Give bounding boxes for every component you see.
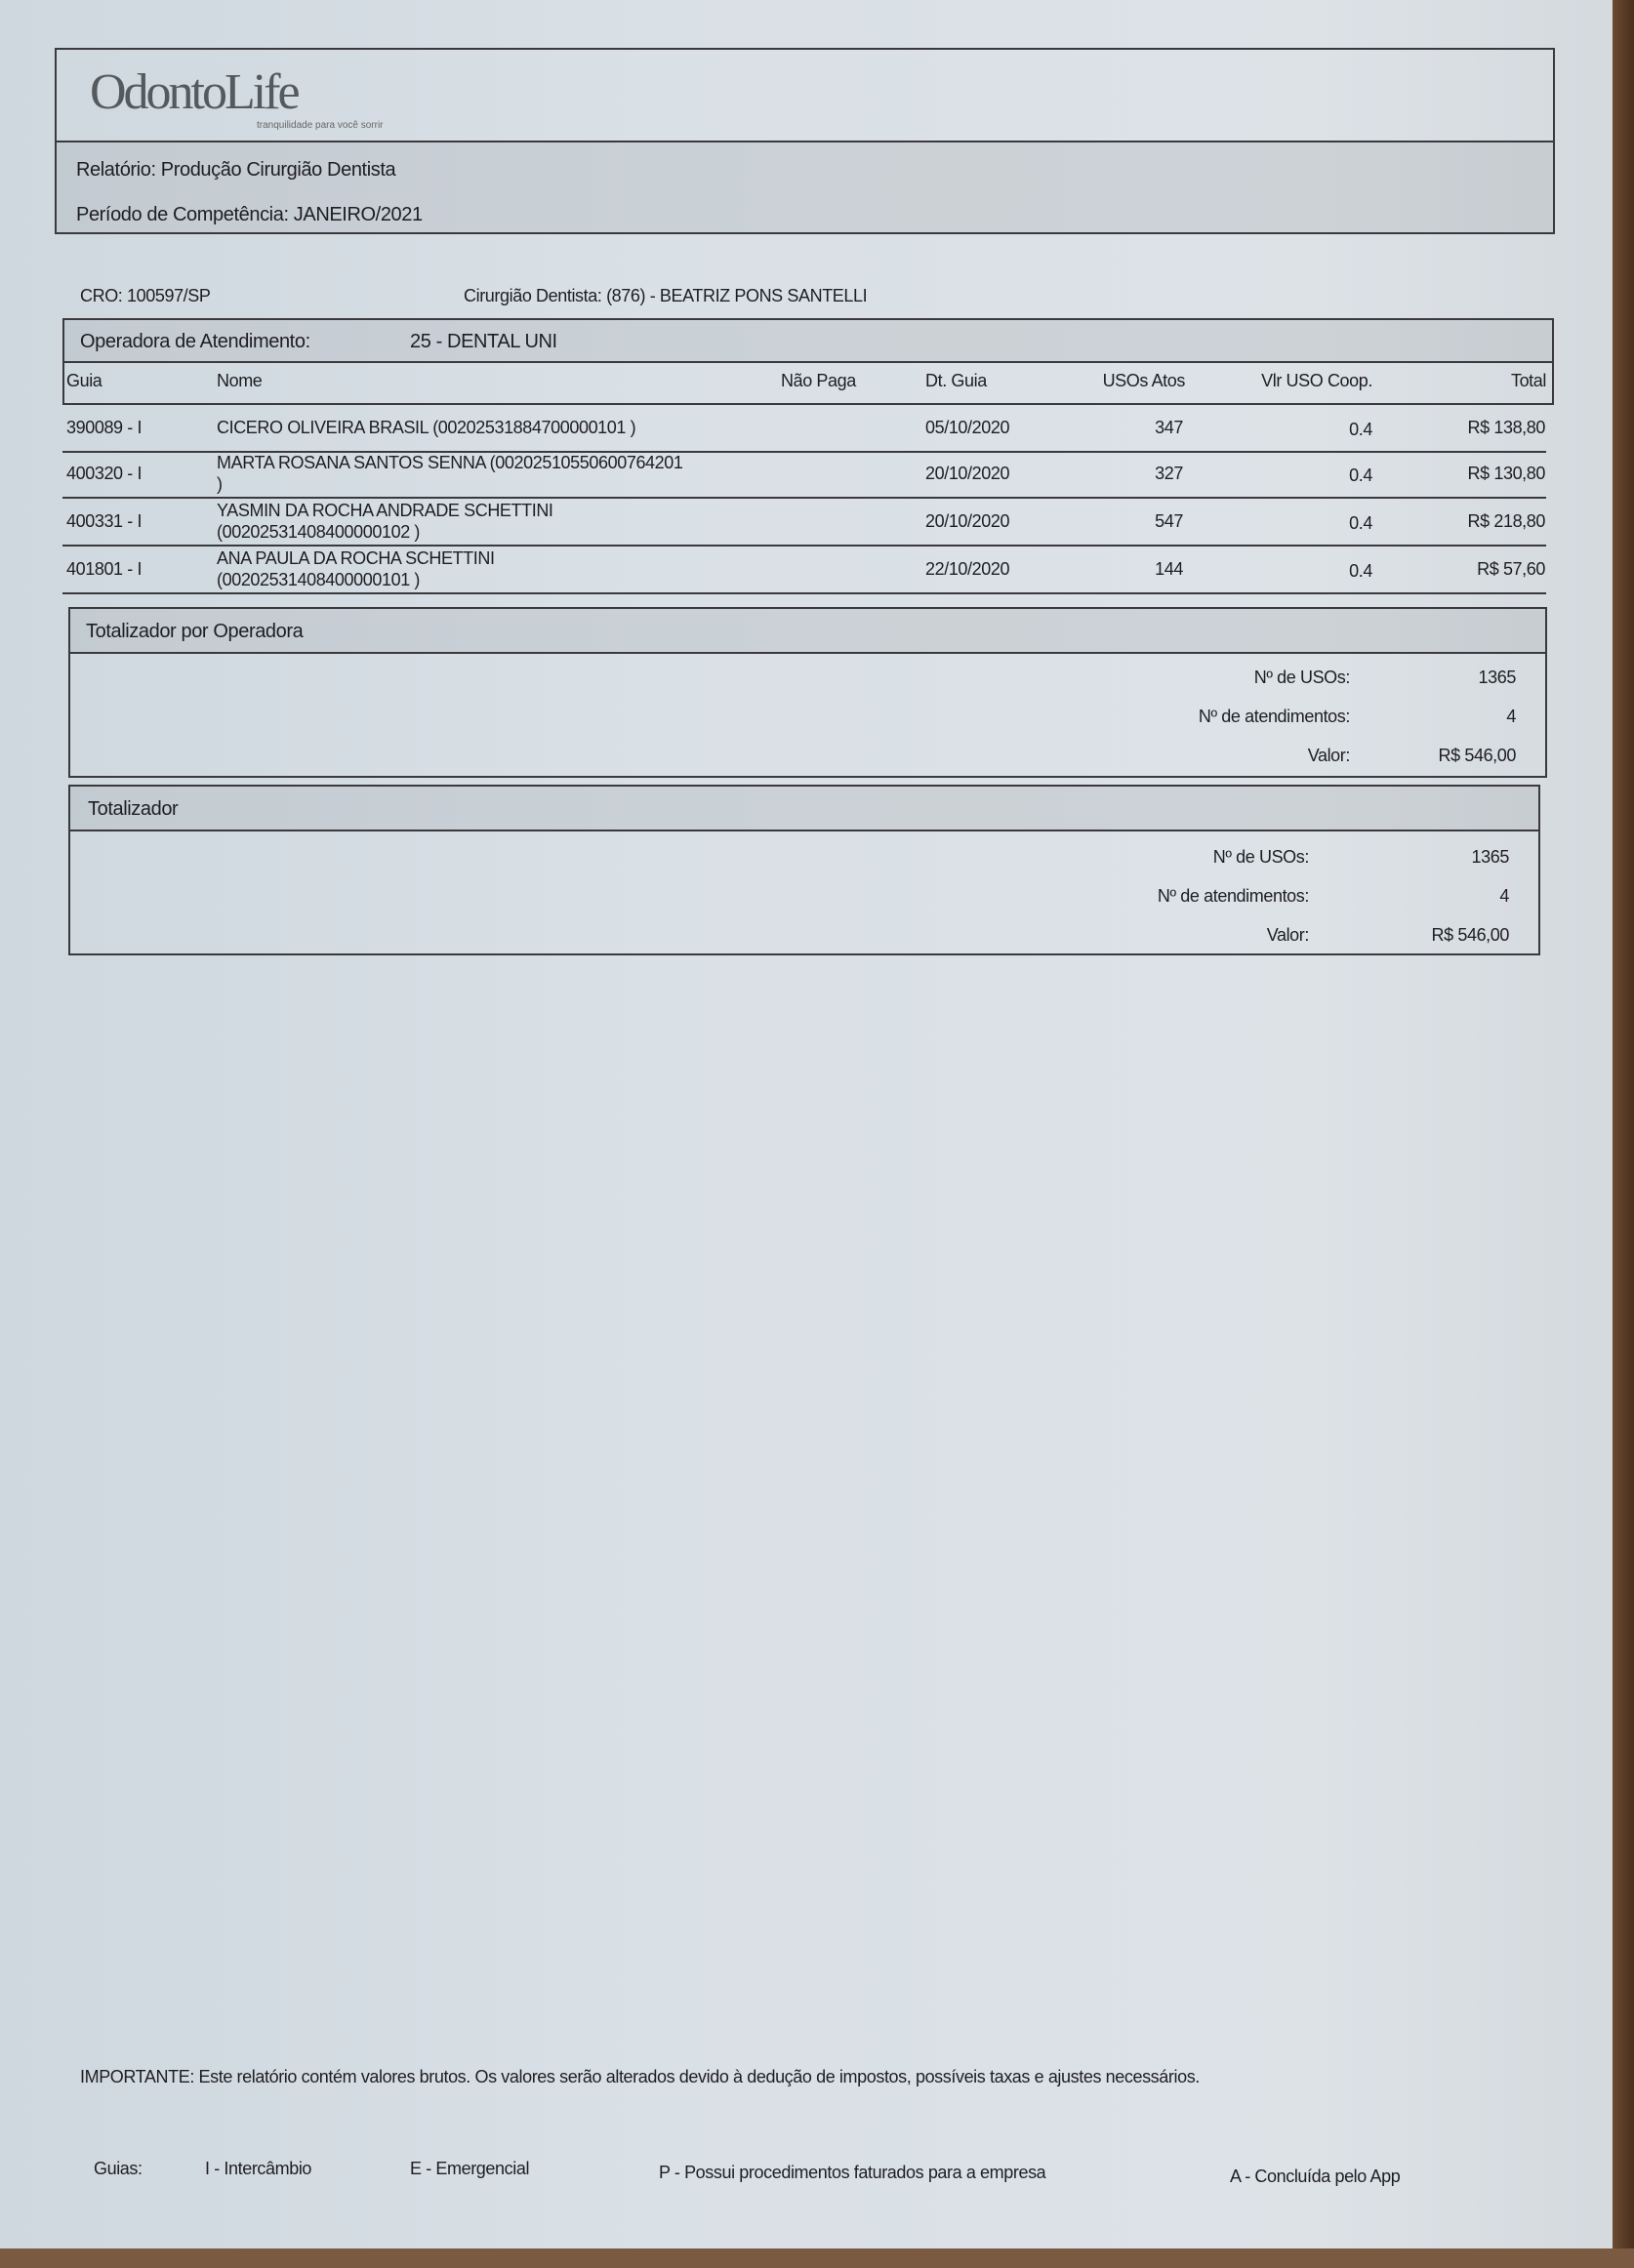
column-header: Guia — [66, 371, 102, 390]
cell-vlr: 0.4 — [1349, 419, 1372, 439]
cell-usos: 547 — [1155, 510, 1183, 531]
report-header — [55, 48, 1555, 234]
totalizador-operadora — [68, 607, 1547, 778]
totalizador-operadora-title: Totalizador por Operadora — [86, 621, 304, 642]
cell-total: R$ 130,80 — [1467, 463, 1545, 483]
atendimentos-label: Nº de atendimentos: — [1157, 886, 1309, 906]
atendimentos-label: Nº de atendimentos: — [1198, 707, 1350, 726]
desk-edge — [1613, 0, 1634, 2268]
cell-dt: 05/10/2020 — [925, 417, 1010, 437]
cell-nome1: MARTA ROSANA SANTOS SENNA (00202510550600764201 — [217, 453, 683, 472]
valor-label: Valor: — [1307, 746, 1350, 765]
cell-vlr: 0.4 — [1349, 465, 1372, 485]
column-header: Não Paga — [781, 371, 856, 390]
cell-nome2: ) — [217, 474, 223, 494]
column-header: Vlr USO Coop. — [1261, 371, 1372, 390]
totalizador-title: Totalizador — [88, 798, 179, 820]
dentist-label: Cirurgião Dentista: — [464, 286, 602, 305]
row-divider — [62, 592, 1546, 594]
cell-nome2: (00202531408400000101 ) — [217, 570, 421, 589]
cell-vlr: 0.4 — [1349, 512, 1372, 533]
cro-label: CRO: — [80, 286, 123, 305]
valor-label: Valor: — [1266, 925, 1309, 945]
valor-value: R$ 546,00 — [1431, 925, 1509, 945]
atendimentos-value: 4 — [1506, 707, 1516, 726]
cell-total: R$ 218,80 — [1467, 510, 1545, 531]
usos-label: Nº de USOs: — [1212, 847, 1309, 867]
report-value: Produção Cirurgião Dentista — [160, 159, 396, 181]
cell-nome1: YASMIN DA ROCHA ANDRADE SCHETTINI — [217, 501, 553, 520]
valor-value: R$ 546,00 — [1438, 746, 1516, 765]
operadora-table — [62, 318, 1554, 405]
report-title — [76, 159, 395, 182]
period-value: JANEIRO/2021 — [293, 204, 423, 225]
desk-edge-bottom — [0, 2248, 1634, 2268]
cell-dt: 20/10/2020 — [925, 463, 1010, 483]
operadora-value: 25 - DENTAL UNI — [410, 331, 557, 352]
legend-item: I - Intercâmbio — [205, 2159, 312, 2178]
dentist — [464, 286, 867, 306]
column-header: Nome — [217, 371, 263, 390]
cell-vlr: 0.4 — [1349, 560, 1372, 581]
column-header: Dt. Guia — [925, 371, 987, 390]
logo-tagline: tranquilidade para você sorrir — [257, 120, 384, 131]
cell-total: R$ 138,80 — [1467, 417, 1545, 437]
row-divider — [62, 545, 1546, 547]
cell-dt: 22/10/2020 — [925, 558, 1010, 579]
cell-guia: 401801 - I — [66, 558, 143, 579]
cell-nome1: CICERO OLIVEIRA BRASIL (00202531884700000101 ) — [217, 417, 636, 437]
cell-nome2: (00202531408400000102 ) — [217, 522, 421, 542]
usos-value: 1365 — [1478, 668, 1516, 687]
column-header: Total — [1510, 371, 1546, 390]
cell-total: R$ 57,60 — [1477, 558, 1545, 579]
logo: OdontoLife — [90, 64, 298, 120]
cell-usos: 144 — [1155, 558, 1183, 579]
legend-item: E - Emergencial — [410, 2159, 530, 2178]
cell-usos: 327 — [1155, 463, 1183, 483]
cell-guia: 400331 - I — [66, 510, 143, 531]
row-divider — [62, 497, 1546, 499]
usos-label: Nº de USOs: — [1253, 668, 1350, 687]
legend-label: Guias: — [94, 2159, 143, 2178]
column-header: USOs Atos — [1102, 371, 1185, 390]
totalizador — [68, 785, 1540, 955]
cro-value: 100597/SP — [127, 286, 211, 305]
cell-dt: 20/10/2020 — [925, 510, 1010, 531]
cell-nome1: ANA PAULA DA ROCHA SCHETTINI — [217, 548, 495, 568]
period-label: Período de Competência: — [76, 204, 289, 225]
cell-guia: 390089 - I — [66, 417, 143, 437]
dentist-value: (876) - BEATRIZ PONS SANTELLI — [606, 286, 868, 305]
usos-value: 1365 — [1471, 847, 1509, 867]
legend-item: P - Possui procedimentos faturados para a empresa — [659, 2163, 1046, 2182]
important-note: IMPORTANTE: Este relatório contém valores brutos. Os valores serão alterados devido à dedução de impostos, possíveis taxas e ajustes necessários. — [80, 2067, 1200, 2086]
cell-usos: 347 — [1155, 417, 1183, 437]
cro — [80, 286, 211, 306]
cell-guia: 400320 - I — [66, 463, 143, 483]
report-label: Relatório: — [76, 159, 156, 181]
atendimentos-value: 4 — [1499, 886, 1509, 906]
legend-item: A - Concluída pelo App — [1230, 2167, 1401, 2186]
operadora-label: Operadora de Atendimento: — [80, 331, 310, 352]
period — [76, 204, 423, 226]
